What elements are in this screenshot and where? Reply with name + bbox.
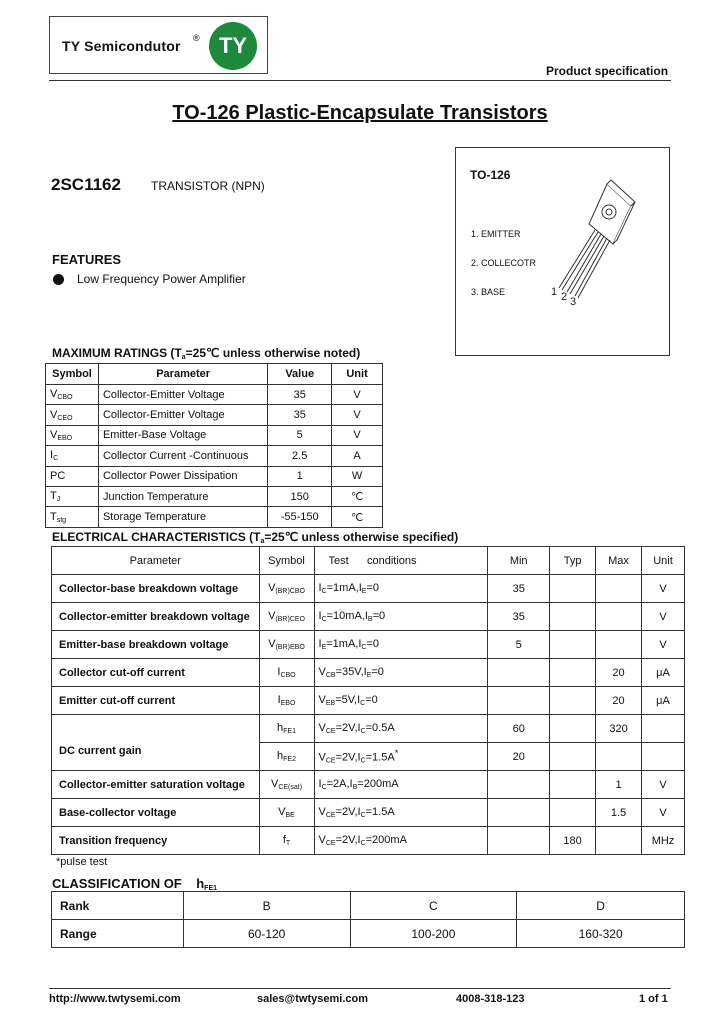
unit-cell: V <box>332 405 383 425</box>
header-divider <box>49 80 671 81</box>
footer-url-link[interactable]: http://www.twtysemi.com <box>49 993 181 1005</box>
table-header-row: Parameter Symbol Test conditions Min Typ Max Unit <box>52 547 685 575</box>
symbol-cell: $V_{(BR)EBO}$ <box>259 631 314 659</box>
footer-divider <box>49 988 671 989</box>
condition-cell: $V_{EB}=5V,I_C=0$ <box>314 687 488 715</box>
typ-cell <box>550 799 596 827</box>
doc-type: Product specification <box>546 64 669 78</box>
table-row <box>46 425 383 445</box>
value-cell: -55-150 <box>268 507 332 527</box>
min-cell: 60 <box>488 715 550 743</box>
parameter-cell: Emitter-Base Voltage <box>98 425 267 445</box>
symbol-cell: $h_{FE2}$ <box>259 743 314 771</box>
ty-logo-icon: TY <box>209 22 257 70</box>
symbol-cell: $I_{EBO}$ <box>259 687 314 715</box>
typ-cell <box>550 631 596 659</box>
page-number: 1 of 1 <box>639 993 668 1005</box>
to126-package-drawing <box>545 178 640 308</box>
part-number: 2SC1162 <box>51 175 121 194</box>
footer-email-link[interactable]: sales@twtysemi.com <box>257 993 368 1005</box>
max-cell <box>596 743 642 771</box>
parameter-cell: Base-collector voltage <box>52 799 260 827</box>
value-cell: 2.5 <box>268 446 332 466</box>
typ-cell <box>550 575 596 603</box>
min-cell <box>488 687 550 715</box>
pin-number-2: 2 <box>561 291 568 303</box>
unit-cell: V <box>642 603 685 631</box>
value-cell: 1 <box>268 466 332 486</box>
feature-item: Low Frequency Power Amplifier <box>77 272 246 286</box>
symbol-cell: $I_C$ <box>46 446 99 466</box>
symbol-cell: $V_{CE(sat)}$ <box>259 771 314 799</box>
table-row <box>52 799 685 827</box>
unit-cell: ℃ <box>332 486 383 506</box>
condition-cell: $V_{CB}=35V,I_E=0$ <box>314 659 488 687</box>
min-cell: 35 <box>488 603 550 631</box>
min-cell <box>488 799 550 827</box>
condition-cell: $V_{CE}=2V,I_C=1.5A$ <box>314 799 488 827</box>
symbol-cell: $V_{CEO}$ <box>46 405 99 425</box>
condition-cell: $V_{CE}=2V,I_C=200mA$ <box>314 827 488 855</box>
parameter-cell: Collector-base breakdown voltage <box>52 575 260 603</box>
symbol-cell: $V_{(BR)CBO}$ <box>259 575 314 603</box>
table-header-row: Symbol Parameter Value Unit <box>46 364 383 385</box>
parameter-cell: Collector-Emitter Voltage <box>98 405 267 425</box>
unit-cell: V <box>332 425 383 445</box>
max-cell: 20 <box>596 659 642 687</box>
typ-cell <box>550 743 596 771</box>
parameter-cell: Emitter cut-off current <box>52 687 260 715</box>
table-row <box>52 771 685 799</box>
unit-cell: V <box>642 575 685 603</box>
max-cell: 320 <box>596 715 642 743</box>
symbol-cell: $V_{CBO}$ <box>46 385 99 405</box>
value-cell: 150 <box>268 486 332 506</box>
parameter-cell: Storage Temperature <box>98 507 267 527</box>
classification-table <box>51 891 685 948</box>
parameter-cell: Collector-emitter breakdown voltage <box>52 603 260 631</box>
parameter-cell: DC current gain <box>52 715 260 743</box>
table-row <box>46 486 383 506</box>
max-cell <box>596 827 642 855</box>
typ-cell <box>550 687 596 715</box>
unit-cell: V <box>642 631 685 659</box>
symbol-cell: $I_{CBO}$ <box>259 659 314 687</box>
package-name: TO-126 <box>470 168 511 182</box>
parameter-cell: Collector Current -Continuous <box>98 446 267 466</box>
unit-cell: μA <box>642 659 685 687</box>
unit-cell: W <box>332 466 383 486</box>
min-cell: 5 <box>488 631 550 659</box>
condition-cell: $I_C=10mA,I_B=0$ <box>314 603 488 631</box>
pulse-test-note: *pulse test <box>56 856 108 868</box>
symbol-cell: $f_T$ <box>259 827 314 855</box>
condition-cell: $V_{CE}=2V,I_C=1.5A^*$ <box>314 743 488 771</box>
min-cell <box>488 771 550 799</box>
unit-cell <box>642 743 685 771</box>
table-row <box>52 631 685 659</box>
min-cell <box>488 827 550 855</box>
unit-cell: μA <box>642 687 685 715</box>
symbol-cell: PC <box>46 466 99 486</box>
value-cell: 35 <box>268 405 332 425</box>
features-heading: FEATURES <box>52 252 122 267</box>
symbol-cell: $h_{FE1}$ <box>259 715 314 743</box>
min-cell: 35 <box>488 575 550 603</box>
value-cell: 5 <box>268 425 332 445</box>
table-row <box>52 827 685 855</box>
parameter-cell: Collector-emitter saturation voltage <box>52 771 260 799</box>
min-cell: 20 <box>488 743 550 771</box>
pin-number-3: 3 <box>570 296 577 308</box>
unit-cell: ℃ <box>332 507 383 527</box>
part-type: TRANSISTOR (NPN) <box>151 179 265 193</box>
pin-3-label: 3. BASE <box>471 287 506 297</box>
max-cell: 1 <box>596 771 642 799</box>
pin-1-label: 1. EMITTER <box>471 229 521 239</box>
parameter-cell: Transition frequency <box>52 827 260 855</box>
bullet-icon <box>53 274 64 285</box>
parameter-cell: Collector-Emitter Voltage <box>98 385 267 405</box>
parameter-cell: Collector Power Dissipation <box>98 466 267 486</box>
unit-cell: MHz <box>642 827 685 855</box>
range-row: Range 60-120 100-200 160-320 <box>52 920 685 948</box>
parameter-cell: Junction Temperature <box>98 486 267 506</box>
classification-heading: CLASSIFICATION OF $h_{FE1}$ <box>52 876 218 892</box>
condition-cell: $V_{CE}=2V,I_C=0.5A$ <box>314 715 488 743</box>
table-row <box>52 603 685 631</box>
unit-cell: V <box>332 385 383 405</box>
symbol-cell: $V_{BE}$ <box>259 799 314 827</box>
max-cell <box>596 603 642 631</box>
table-row <box>46 446 383 466</box>
max-ratings-table <box>45 363 383 528</box>
parameter-cell: Emitter-base breakdown voltage <box>52 631 260 659</box>
max-cell: 1.5 <box>596 799 642 827</box>
table-row <box>46 405 383 425</box>
table-row <box>52 575 685 603</box>
table-row <box>46 507 383 527</box>
unit-cell: V <box>642 771 685 799</box>
unit-cell <box>642 715 685 743</box>
max-cell: 20 <box>596 687 642 715</box>
rank-row: Rank B C D <box>52 892 685 920</box>
condition-cell: $I_C=2A,I_B=200mA$ <box>314 771 488 799</box>
table-row <box>52 715 685 743</box>
page-title: TO-126 Plastic-Encapsulate Transistors <box>172 102 548 124</box>
table-row <box>52 687 685 715</box>
max-cell <box>596 631 642 659</box>
table-row <box>46 385 383 405</box>
typ-cell <box>550 603 596 631</box>
typ-cell <box>550 715 596 743</box>
company-name: TY Semicondutor <box>62 38 181 54</box>
footer-phone: 4008-318-123 <box>456 993 525 1005</box>
typ-cell: 180 <box>550 827 596 855</box>
symbol-cell: $V_{EBO}$ <box>46 425 99 445</box>
table-row <box>52 743 685 771</box>
pin-2-label: 2. COLLECOTR <box>471 258 537 268</box>
parameter-cell: Collector cut-off current <box>52 659 260 687</box>
pin-number-1: 1 <box>551 286 558 298</box>
registered-mark: ® <box>193 33 200 43</box>
max-ratings-heading: MAXIMUM RATINGS ($T_a=25℃$ unless otherwise noted) <box>52 346 361 361</box>
typ-cell <box>550 659 596 687</box>
value-cell: 35 <box>268 385 332 405</box>
electrical-table <box>51 546 685 855</box>
symbol-cell: $T_J$ <box>46 486 99 506</box>
max-cell <box>596 575 642 603</box>
unit-cell: A <box>332 446 383 466</box>
symbol-cell: $V_{(BR)CEO}$ <box>259 603 314 631</box>
condition-cell: $I_E=1mA,I_C=0$ <box>314 631 488 659</box>
typ-cell <box>550 771 596 799</box>
unit-cell: V <box>642 799 685 827</box>
min-cell <box>488 659 550 687</box>
electrical-heading: ELECTRICAL CHARACTERISTICS ($T_a=25℃$ unless otherwise specified) <box>52 530 459 545</box>
condition-cell: $I_C=1mA,I_E=0$ <box>314 575 488 603</box>
table-row <box>52 659 685 687</box>
table-row <box>46 466 383 486</box>
symbol-cell: $T_{stg}$ <box>46 507 99 527</box>
